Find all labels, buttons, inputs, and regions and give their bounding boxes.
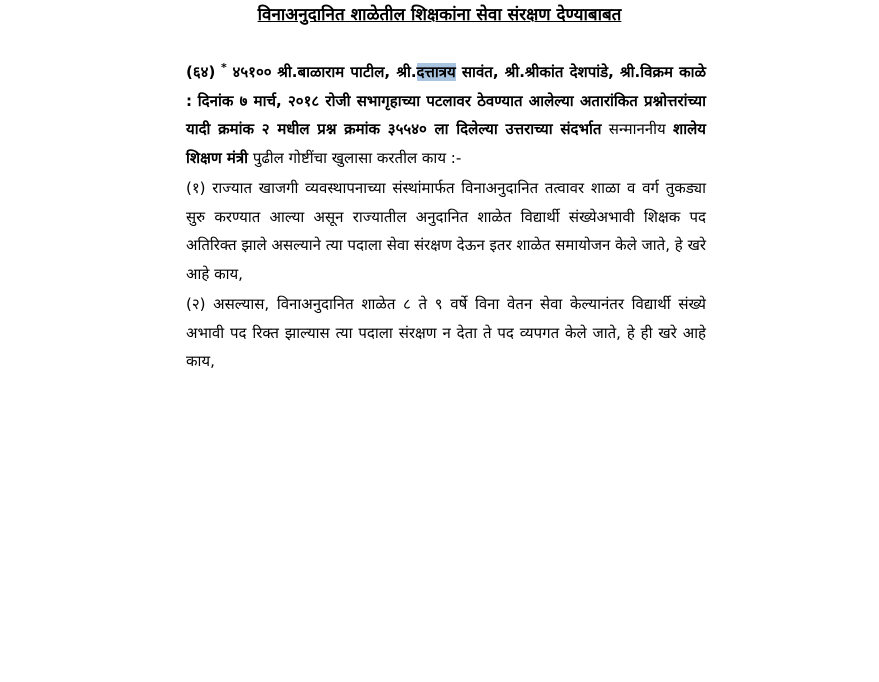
reference-text: दिनांक ७ मार्च, २०१८ रोजी सभागृहाच्या पटलावर ठेवण्यात आलेल्या अतारांकित प्रश्नोत्तरांच्या यादी क्रमांक २ मधील प्रश्न क्रमांक ३५५४० ला दिलेल्या उत्तराच्या संदर्भात xyxy=(186,91,706,138)
document-title: विनाअनुदानित शाळेतील शिक्षकांना सेवा संरक्षण देण्याबाबत xyxy=(257,5,622,25)
addressed-prefix: सन्माननीय xyxy=(608,120,666,138)
closing-text: पुढील गोष्टींचा खुलासा करतील काय :- xyxy=(252,148,462,167)
members-pre-highlight: श्री.बाळाराम पाटील, श्री. xyxy=(277,63,417,81)
question-number: (६४) xyxy=(186,63,216,81)
question-point: (१) राज्यात खाजगी व्यवस्थापनाच्या संस्थांमार्फत विनाअनुदानित तत्वावर शाळा व वर्ग तुकड्या सुरु करण्यात आल्या असून राज्यातील अनुदानित शाळेत विद्यार्थी संख्येअभावी शिक्षक पद अतिरिक्त झाले असल्याने त्या पदाला सेवा संरक्षण देऊन इतर शाळेत समायोजन केले जाते, हे खरे आहे काय, xyxy=(186,179,706,283)
question-id: ४५१०० xyxy=(232,63,272,81)
starred-marker: * xyxy=(221,61,227,74)
members-post-highlight: सावंत, श्री.श्रीकांत देशपांडे, श्री.विक्रम काळे : xyxy=(186,63,706,110)
highlighted-text-selection[interactable]: दत्तात्रय xyxy=(416,63,456,81)
question-point: (२) असल्यास, विनाअनुदानित शाळेत ८ ते ९ वर्षे विना वेतन सेवा केल्यानंतर विद्यार्थी संख्ये अभावी पद रिक्त झाल्यास त्या पदाला संरक्षण न देता ते पद व्यपगत केले जाते, हे ही खरे आहे काय, xyxy=(186,295,706,370)
question-paragraph xyxy=(186,58,706,172)
minister-name: शालेय शिक्षण मंत्री xyxy=(186,120,706,167)
document-body xyxy=(186,58,706,376)
